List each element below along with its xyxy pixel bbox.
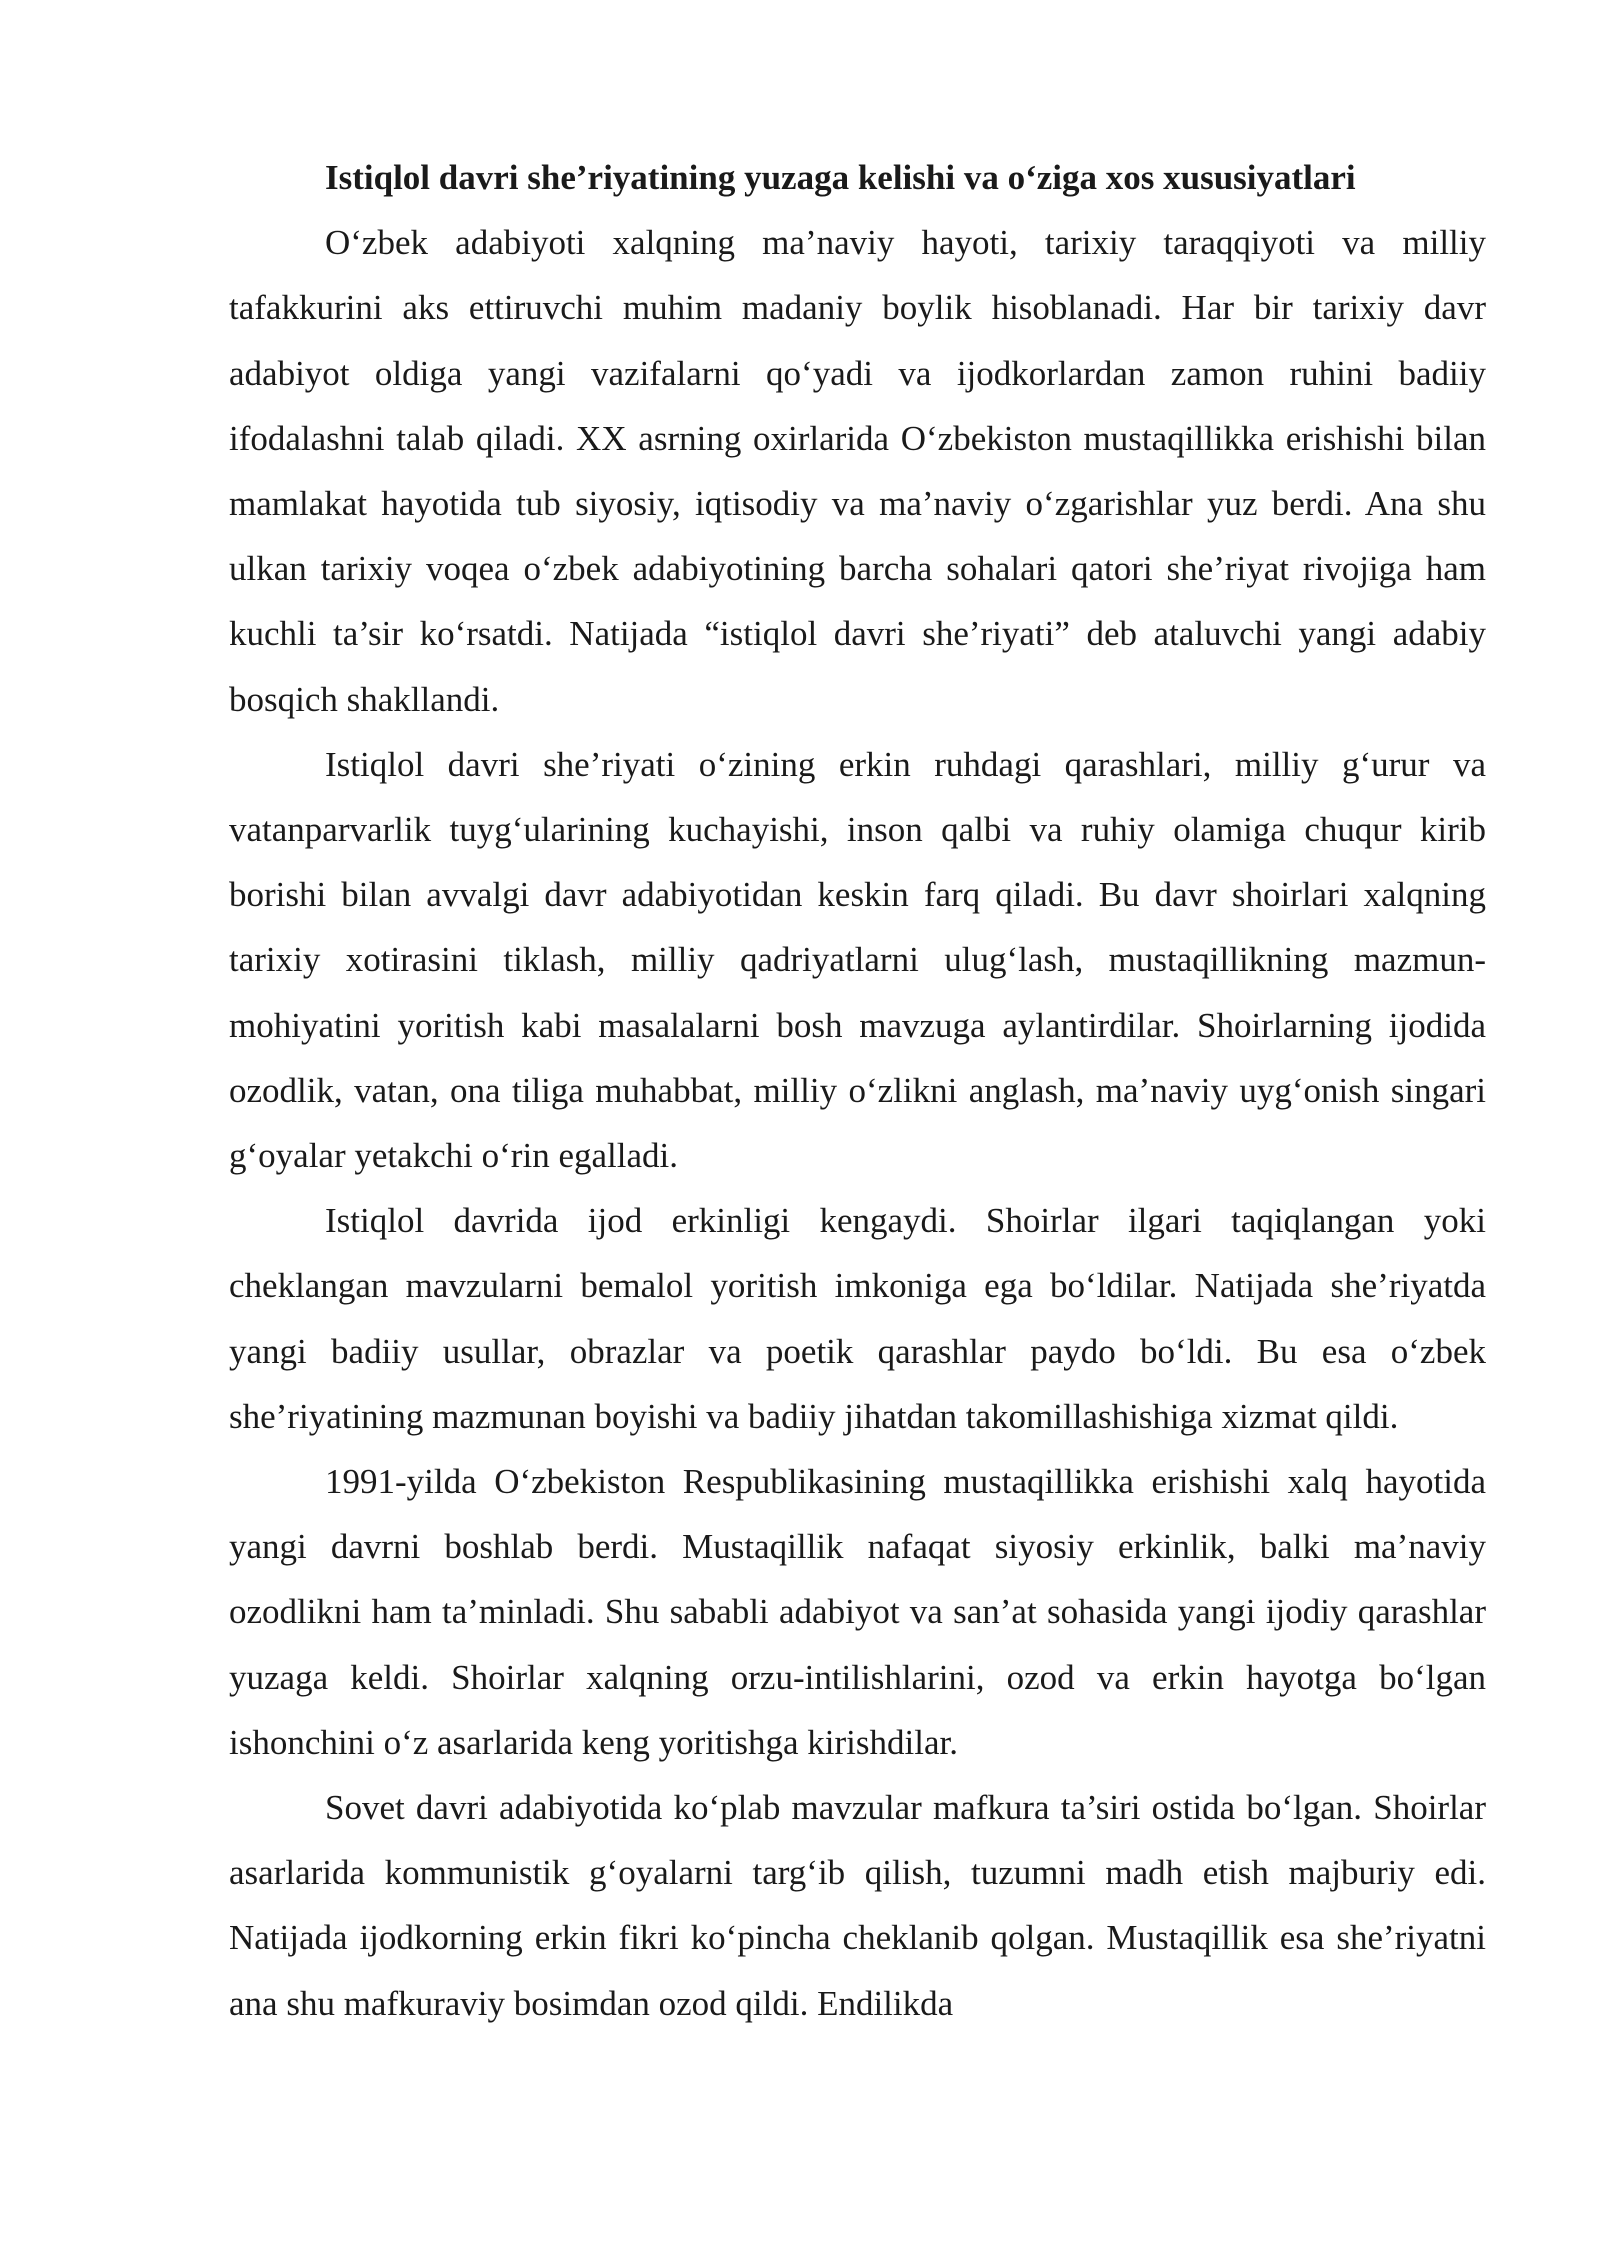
- paragraph: O‘zbek adabiyoti xalqning ma’naviy hayoti, tarixiy taraqqiyoti va milliy tafakkurini aks ettiruvchi muhim madaniy boylik hisoblanadi. Har bir tarixiy davr adabiyot oldiga yangi vazifalarni qo‘yadi va ijodkorlardan zamon ruhini badiiy ifodalashni talab qiladi. XX asrning oxirlarida O‘zbekiston mustaqillikka erishishi bilan mamlakat hayotida tub siyosiy, iqtisodiy va ma’naviy o‘zgarishlar yuz berdi. Ana shu ulkan tarixiy voqea o‘zbek adabiyotining barcha sohalari qatori she’riyat rivojiga ham kuchli ta’sir ko‘rsatdi. Natijada “istiqlol davri she’riyati” deb ataluvchi yangi adabiy bosqich shakllandi.: [229, 223, 1486, 719]
- document-body: [229, 145, 1486, 2036]
- paragraph: Istiqlol davri she’riyati o‘zining erkin ruhdagi qarashlari, milliy g‘urur va vatanparvarlik tuyg‘ularining kuchayishi, inson qalbi va ruhiy olamiga chuqur kirib borishi bilan avvalgi davr adabiyotidan keskin farq qiladi. Bu davr shoirlari xalqning tarixiy xotirasini tiklash, milliy qadriyatlarni ulug‘lash, mustaqillikning mazmun-mohiyatini yoritish kabi masalalarni bosh mavzuga aylantirdilar. Shoirlarning ijodida ozodlik, vatan, ona tiliga muhabbat, milliy o‘zlikni anglash, ma’naviy uyg‘onish singari g‘oyalar yetakchi o‘rin egalladi.: [229, 744, 1486, 1176]
- document-title: Istiqlol davri she’riyatining yuzaga kelishi va o‘ziga xos xususiyatlari: [325, 158, 1356, 197]
- paragraph: Istiqlol davrida ijod erkinligi kengaydi. Shoirlar ilgari taqiqlangan yoki cheklangan mavzularni bemalol yoritish imkoniga ega bo‘ldilar. Natijada she’riyatda yangi badiiy usullar, obrazlar va poetik qarashlar paydo bo‘ldi. Bu esa o‘zbek she’riyatining mazmunan boyishi va badiiy jihatdan takomillashishiga xizmat qildi.: [229, 1201, 1486, 1436]
- paragraph: Sovet davri adabiyotida ko‘plab mavzular mafkura ta’siri ostida bo‘lgan. Shoirlar asarlarida kommunistik g‘oyalarni targ‘ib qilish, tuzumni madh etish majburiy edi. Natijada ijodkorning erkin fikri ko‘pincha cheklanib qolgan. Mustaqillik esa she’riyatni ana shu mafkuraviy bosimdan ozod qildi. Endilikda: [229, 1788, 1486, 2023]
- paragraph: 1991-yilda O‘zbekiston Respublikasining mustaqillikka erishishi xalq hayotida yangi davrni boshlab berdi. Mustaqillik nafaqat siyosiy erkinlik, balki ma’naviy ozodlikni ham ta’minladi. Shu sababli adabiyot va san’at sohasida yangi ijodiy qarashlar yuzaga keldi. Shoirlar xalqning orzu-intilishlarini, ozod va erkin hayotga bo‘lgan ishonchini o‘z asarlarida keng yoritishga kirishdilar.: [229, 1462, 1486, 1762]
